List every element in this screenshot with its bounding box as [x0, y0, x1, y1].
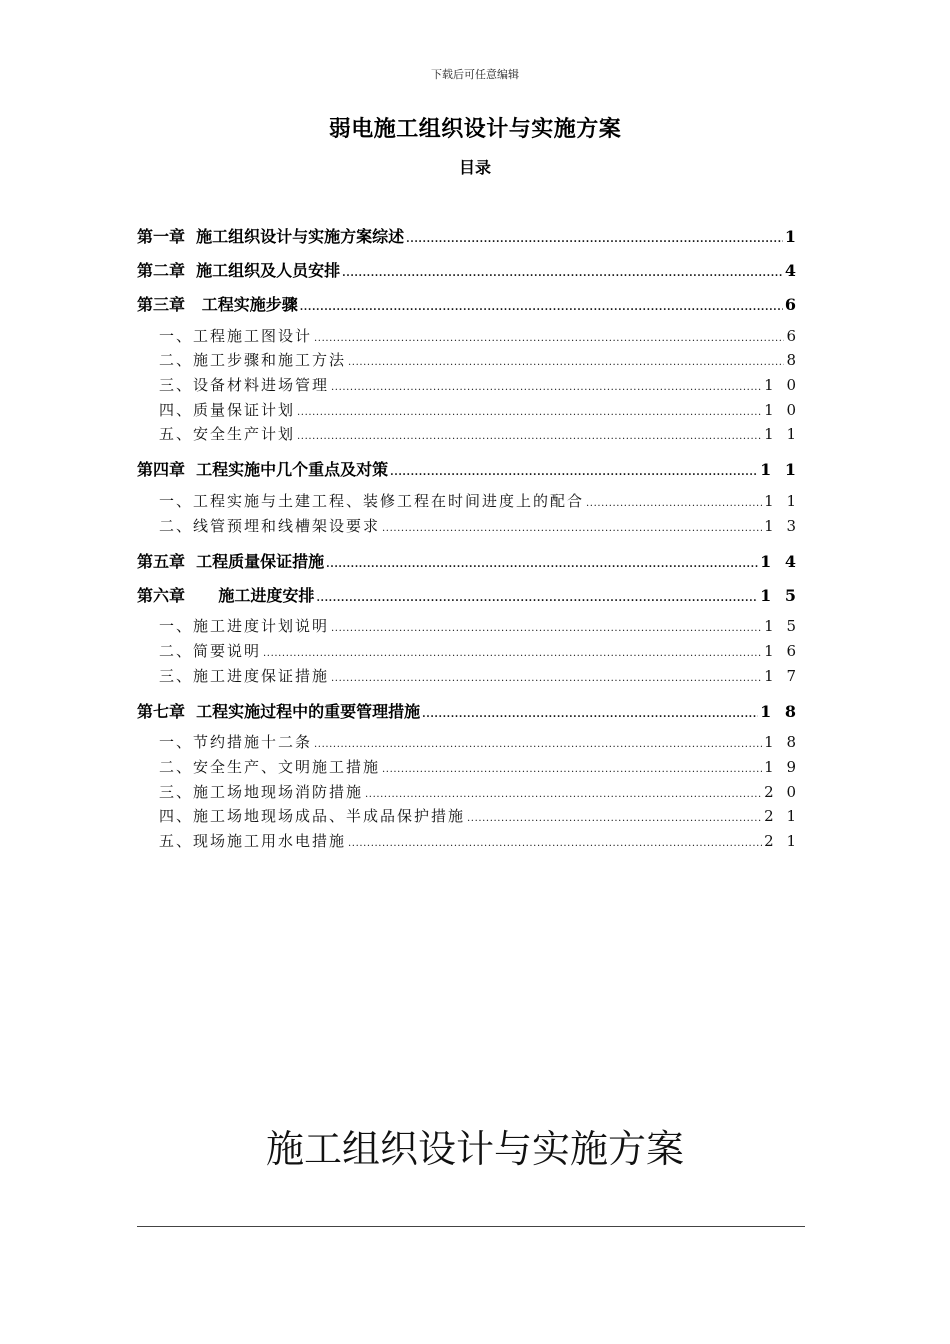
toc-dot-leader — [390, 460, 758, 479]
toc-chapter-entry[interactable] — [137, 457, 800, 482]
toc-page-number: 8 — [786, 351, 800, 370]
document-title: 弱电施工组织设计与实施方案 — [328, 116, 622, 142]
toc-entry-label: 第二章 施工组织及人员安排 — [137, 261, 341, 280]
toc-dot-leader — [406, 227, 783, 246]
toc-section-entry[interactable] — [137, 830, 800, 855]
toc-page-number: 1 — [784, 227, 800, 246]
toc-dot-leader — [314, 733, 762, 751]
toc-entry-label: 第七章 工程实施过程中的重要管理措施 — [137, 701, 421, 721]
toc-dot-leader — [314, 327, 784, 345]
toc-chapter-entry[interactable] — [137, 258, 800, 283]
toc-dot-leader — [467, 807, 762, 825]
toc-dot-leader — [348, 351, 784, 369]
toc-page-number: 1 5 — [764, 617, 800, 636]
toc-dot-leader — [331, 667, 762, 685]
toc-chapter-entry[interactable] — [137, 224, 800, 249]
toc-dot-leader — [297, 425, 762, 443]
toc-entry-label: 第五章 工程质量保证措施 — [137, 551, 325, 571]
toc-entry-label: 三、施工进度保证措施 — [159, 666, 330, 685]
toc-page-number: 1 0 — [764, 375, 800, 394]
toc-page-number: 1 5 — [760, 585, 800, 605]
toc-entry-label: 二、安全生产、文明施工措施 — [159, 758, 381, 777]
toc-entry-label: 五、现场施工用水电措施 — [159, 832, 347, 851]
toc-dot-leader — [382, 758, 762, 776]
toc-entry-label: 一、施工进度计划说明 — [159, 617, 330, 636]
toc-dot-leader — [342, 261, 783, 280]
toc-entry-label: 第六章 施工进度安排 — [137, 585, 315, 605]
toc-page-number: 1 8 — [764, 733, 800, 752]
toc-page-number: 1 8 — [760, 701, 800, 721]
toc-dot-leader — [300, 295, 783, 314]
toc-page-number: 6 — [784, 295, 800, 314]
toc-entry-label: 二、施工步骤和施工方法 — [159, 351, 347, 370]
toc-section-entry[interactable] — [137, 731, 800, 756]
toc-page-number: 1 1 — [764, 425, 800, 444]
toc-section-entry[interactable] — [137, 490, 800, 515]
toc-heading: 目录 — [458, 158, 491, 177]
toc-dot-leader — [382, 517, 762, 535]
toc-section-entry[interactable] — [137, 423, 800, 448]
toc-page-number: 1 1 — [760, 460, 800, 480]
toc-entry-label: 四、质量保证计划 — [159, 400, 296, 419]
toc-dot-leader — [348, 832, 762, 850]
toc-page-number: 2 1 — [764, 807, 800, 826]
toc-dot-leader — [331, 617, 762, 635]
toc-dot-leader — [331, 376, 762, 394]
toc-chapter-entry[interactable] — [137, 583, 800, 608]
toc-dot-leader — [586, 492, 762, 510]
toc-entry-label: 二、简要说明 — [159, 642, 262, 660]
toc-page-number: 1 7 — [764, 666, 800, 685]
toc-entry-label: 三、设备材料进场管理 — [159, 375, 330, 394]
toc-page-number: 1 9 — [764, 758, 800, 777]
toc-dot-leader — [326, 552, 758, 571]
toc-entry-label: 二、线管预埋和线槽架设要求 — [159, 516, 381, 535]
toc-entry-label: 三、施工场地现场消防措施 — [159, 782, 364, 801]
toc-entry-label: 五、安全生产计划 — [159, 425, 296, 444]
toc-page-number: 2 0 — [764, 782, 800, 801]
toc-dot-leader — [297, 401, 762, 419]
toc-dot-leader — [422, 702, 758, 721]
toc-page-number: 1 3 — [764, 516, 800, 535]
toc-page-number: 4 — [784, 261, 800, 280]
toc-entry-label: 四、施工场地现场成品、半成品保护措施 — [159, 807, 466, 826]
toc-dot-leader — [263, 642, 762, 660]
toc-entry-label: 一、工程施工图设计 — [159, 326, 313, 345]
table-of-contents — [137, 224, 800, 855]
toc-chapter-entry[interactable] — [137, 549, 800, 574]
toc-entry-label: 第一章 施工组织设计与实施方案综述 — [137, 227, 405, 246]
toc-section-entry[interactable] — [137, 665, 800, 690]
toc-entry-label: 一、节约措施十二条 — [159, 733, 313, 752]
toc-section-entry[interactable] — [137, 374, 800, 399]
toc-dot-leader — [365, 783, 762, 801]
toc-page-number: 2 1 — [764, 832, 800, 851]
toc-section-entry[interactable] — [137, 515, 800, 540]
toc-entry-label: 一、工程实施与土建工程、装修工程在时间进度上的配合 — [159, 491, 585, 510]
toc-entry-label: 第四章 工程实施中几个重点及对策 — [137, 460, 389, 480]
toc-section-entry[interactable] — [137, 615, 800, 640]
toc-chapter-entry[interactable] — [137, 292, 800, 317]
toc-page-number: 1 4 — [760, 551, 800, 571]
toc-page-number: 1 6 — [764, 642, 800, 660]
section-title: 施工组织设计与实施方案 — [265, 1127, 684, 1171]
toc-page-number: 6 — [786, 326, 800, 345]
bottom-divider — [137, 1226, 805, 1227]
toc-dot-leader — [316, 586, 758, 605]
toc-section-entry[interactable] — [137, 325, 800, 350]
toc-section-entry[interactable] — [137, 756, 800, 781]
toc-page-number: 1 1 — [764, 491, 800, 510]
toc-page-number: 1 0 — [764, 400, 800, 419]
toc-section-entry[interactable] — [137, 399, 800, 424]
toc-section-entry[interactable] — [137, 640, 800, 665]
toc-entry-label: 第三章 工程实施步骤 — [137, 295, 298, 314]
toc-section-entry[interactable] — [137, 805, 800, 830]
toc-chapter-entry[interactable] — [137, 699, 800, 724]
header-note: 下载后可任意编辑 — [431, 68, 519, 81]
toc-section-entry[interactable] — [137, 349, 800, 374]
toc-section-entry[interactable] — [137, 781, 800, 806]
